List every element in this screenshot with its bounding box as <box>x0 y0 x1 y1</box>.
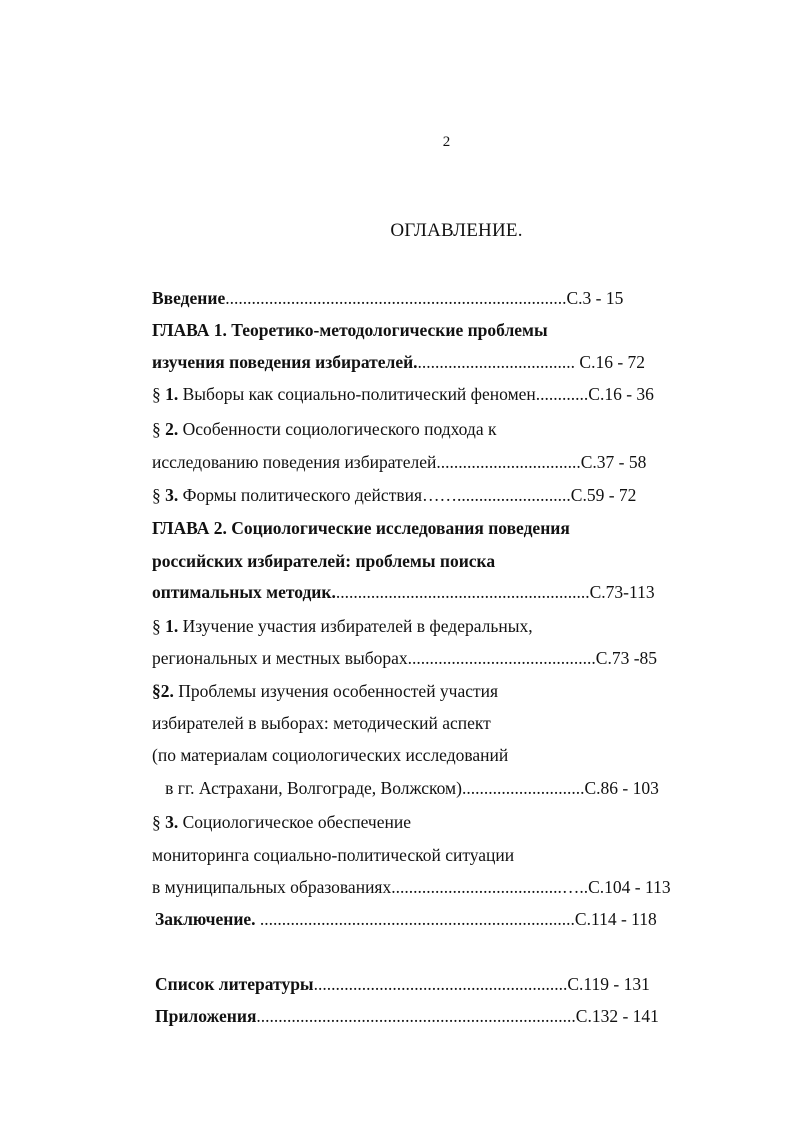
toc-entry-section-2-2-cont <box>152 713 491 733</box>
entry-title: Приложения <box>155 1006 257 1026</box>
toc-entry-section-2-3-cont <box>152 845 514 865</box>
toc-entry-section-1-2-cont <box>152 452 646 472</box>
section-sign: § <box>152 616 166 636</box>
toc-entry-section-2-2-cont-3 <box>152 778 659 798</box>
entry-text: Проблемы изучения особенностей участия <box>173 681 499 701</box>
section-sign: § <box>152 419 166 439</box>
entry-title: Введение <box>152 288 226 308</box>
entry-text: мониторинга социально-политической ситуации <box>152 845 515 865</box>
entry-number: 1. <box>165 616 179 636</box>
entry-text: Выборы как социально-политический феномен............С.16 - 36 <box>178 384 654 404</box>
section-sign: § <box>152 812 166 832</box>
toc-entry-section-2-1 <box>152 616 533 636</box>
entry-text: региональных и местных выборах...........................................С.73 -85 <box>152 648 658 668</box>
entry-number: 3. <box>165 812 179 832</box>
toc-entry-chapter-2-cont <box>152 551 495 571</box>
toc-entry-section-2-2-cont-2 <box>152 745 508 765</box>
entry-number: §2. <box>152 681 174 701</box>
entry-leader-page: ..........................................................С.119 - 131 <box>313 974 650 994</box>
entry-title: Список литературы <box>155 974 314 994</box>
entry-text: (по материалам социологических исследований <box>152 745 509 765</box>
entry-title: изучения поведения избирателей. <box>152 352 418 372</box>
entry-leader-page: ........................................................................С.114 - 118 <box>255 909 657 929</box>
toc-entry-appendix <box>155 1006 659 1026</box>
entry-text: Особенности социологического подхода к <box>178 419 497 439</box>
toc-entry-bibliography <box>155 974 650 994</box>
toc-entry-introduction <box>152 288 623 308</box>
entry-title: Заключение. <box>155 909 256 929</box>
entry-text: в гг. Астрахани, Волгограде, Волжском)............................С.86 - 103 <box>152 778 659 798</box>
toc-entry-section-1-2 <box>152 419 496 439</box>
toc-entry-section-1-1 <box>152 384 654 404</box>
toc-entry-chapter-1-cont <box>152 352 645 372</box>
entry-number: 1. <box>165 384 179 404</box>
toc-entry-section-1-3 <box>152 485 636 505</box>
toc-entry-section-2-2 <box>152 681 498 701</box>
entry-title: российских избирателей: проблемы поиска <box>152 551 496 571</box>
section-sign: § <box>152 485 166 505</box>
toc-entry-section-2-3 <box>152 812 411 832</box>
entry-number: 2. <box>165 419 179 439</box>
entry-title: ГЛАВА 1. Теоретико-методологические проблемы <box>152 320 548 340</box>
entry-text: в муниципальных образованиях.......................................…..С.104 - 113 <box>152 877 671 897</box>
toc-entry-section-2-1-cont <box>152 648 657 668</box>
toc-entry-conclusion <box>155 909 657 929</box>
entry-leader-page: ..............................................................................С.3 - 15 <box>225 288 624 308</box>
toc-entry-chapter-2 <box>152 518 570 538</box>
entry-text: Социологическое обеспечение <box>178 812 411 832</box>
entry-leader-page: ..........................................................С.73-113 <box>335 582 655 602</box>
toc-entry-chapter-1 <box>152 320 548 340</box>
entry-title: оптимальных методик. <box>152 582 336 602</box>
section-sign: § <box>152 384 166 404</box>
toc-entry-chapter-2-cont-2 <box>152 582 655 602</box>
entry-text: Изучение участия избирателей в федеральных, <box>178 616 533 636</box>
toc-title: ОГЛАВЛЕНИЕ. <box>390 220 523 241</box>
entry-text: избирателей в выборах: методический аспект <box>152 713 491 733</box>
entry-text: Формы политического действия……..........................С.59 - 72 <box>178 485 637 505</box>
toc-entry-section-2-3-cont-2 <box>152 877 671 897</box>
entry-title: ГЛАВА 2. Социологические исследования поведения <box>152 518 570 538</box>
entry-text: исследованию поведения избирателей.................................С.37 - 58 <box>152 452 647 472</box>
entry-leader-page: .................................... С.16 - 72 <box>417 352 646 372</box>
page-number: 2 <box>442 134 451 150</box>
entry-number: 3. <box>165 485 179 505</box>
entry-leader-page: .........................................................................С.132 - 141 <box>256 1006 659 1026</box>
